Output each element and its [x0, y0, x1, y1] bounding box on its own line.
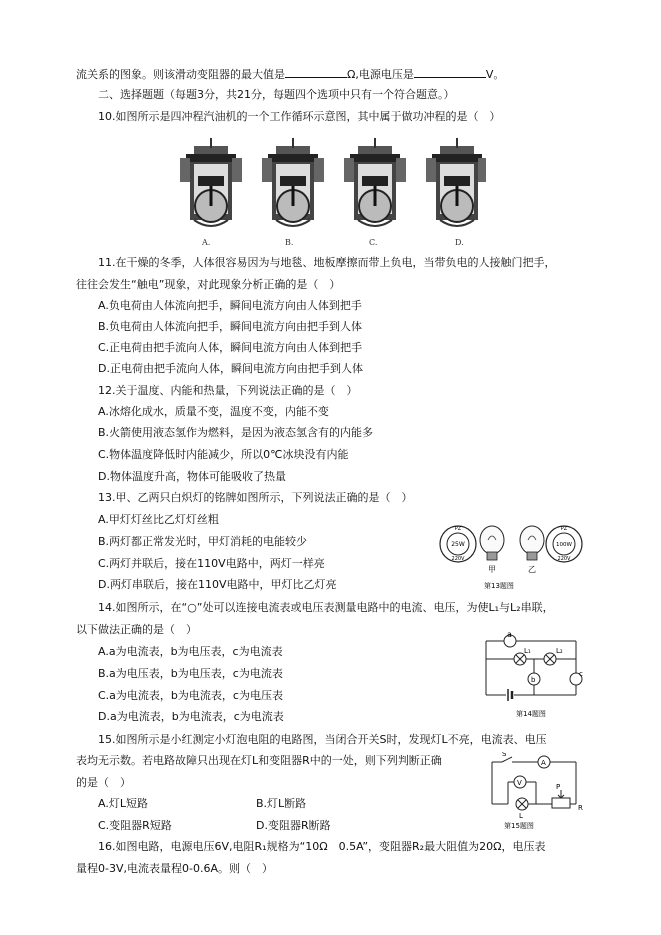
q15-stem-1: 15.如图所示是小红测定小灯泡电阻的电路图，当闭合开关S时，发现灯L不亮，电流表、电压	[98, 733, 547, 746]
q12-option-a[interactable]: A.冰熔化成水，质量不变，温度不变，内能不变	[98, 405, 329, 418]
q15-option-a[interactable]: A.灯L短路	[98, 797, 148, 810]
q14-option-c[interactable]: C.a为电流表，b为电流表，c为电压表	[98, 689, 283, 702]
q11-option-a[interactable]: A.负电荷由人体流向把手，瞬间电流方向由人体到把手	[98, 299, 362, 312]
top-line-unit-b: V。	[485, 68, 505, 81]
circuit-15-diagram	[482, 752, 592, 832]
engine-label-d: D.	[455, 238, 464, 247]
q13-option-a[interactable]: A.甲灯灯丝比乙灯灯丝粗	[98, 513, 219, 526]
answer-blank-resistance[interactable]	[285, 66, 347, 78]
q11-stem-1: 11.在干燥的冬季，人体很容易因为与地毯、地板摩擦而带上负电，当带负电的人接触门把手，	[98, 256, 556, 269]
badge-yi-top: PZ	[560, 526, 568, 532]
q10-stem: 10.如图所示是四冲程汽油机的一个工作循环示意图，其中属于做功冲程的是（ ）	[98, 110, 501, 123]
q15-caption: 第15题图	[504, 822, 534, 830]
badge-jia-top: PZ	[454, 526, 462, 532]
label-p: P	[556, 783, 561, 791]
q15-option-b[interactable]: B.灯L断路	[256, 797, 307, 810]
engine-strokes-diagram	[176, 136, 486, 246]
q14-stem-1: 14.如图所示，在“○”处可以连接电流表或电压表测量电路中的电流、电压，为使L₁与L₂串联，	[98, 601, 554, 614]
q13-figure	[436, 512, 586, 592]
label-b: b	[531, 676, 536, 684]
q14-caption: 第14题图	[516, 710, 546, 718]
q12-stem: 12.关于温度、内能和热量，下列说法正确的是（ ）	[98, 384, 358, 397]
engine-label-c: C.	[369, 238, 378, 247]
engine-b-image	[262, 138, 324, 226]
q15-figure	[482, 752, 592, 832]
label-l2: L₂	[556, 647, 563, 655]
label-r: R	[578, 804, 583, 812]
badge-yi-mid: 100W	[556, 542, 572, 548]
q12-option-c[interactable]: C.物体温度降低时内能减少，所以0℃冰块没有内能	[98, 448, 349, 461]
q14-option-d[interactable]: D.a为电流表，b为电流表，c为电流表	[98, 710, 284, 723]
engine-d-image	[426, 138, 486, 226]
q11-option-c[interactable]: C.正电荷由把手流向人体，瞬间电流方向由人体到把手	[98, 341, 363, 354]
q13-option-b[interactable]: B.两灯都正常发光时，甲灯消耗的电能较少	[98, 535, 308, 548]
label-l: L	[519, 812, 523, 820]
badge-jia-bot: 220V	[451, 556, 465, 562]
label-a: a	[507, 630, 512, 639]
q15-option-c[interactable]: C.变阻器R短路	[98, 819, 172, 832]
q12-option-d[interactable]: D.物体温度升高，物体可能吸收了热量	[98, 470, 286, 483]
q13-stem: 13.甲、乙两只白炽灯的铭牌如图所示，下列说法正确的是（ ）	[98, 491, 413, 504]
badge-yi-bot: 220V	[557, 556, 571, 562]
q16-stem-2: 量程0-3V,电流表量程0-0.6A。则（ ）	[76, 862, 273, 875]
engine-label-a: A.	[202, 238, 211, 247]
q13-option-c[interactable]: C.两灯并联后，接在110V电路中，两灯一样亮	[98, 557, 325, 570]
q13-caption: 第13题图	[484, 582, 514, 590]
q14-stem-2: 以下做法正确的是（ ）	[76, 623, 197, 636]
q11-option-b[interactable]: B.负电荷由人体流向把手，瞬间电流方向由把手到人体	[98, 320, 363, 333]
q15-stem-2: 表均无示数。若电路故障只出现在灯L和变阻器R中的一处，则下列判断正确	[76, 754, 442, 767]
badge-jia-mid: 25W	[451, 541, 465, 548]
q11-stem-2: 往往会发生“触电”现象，对此现象分析正确的是（ ）	[76, 278, 341, 291]
q13-option-d[interactable]: D.两灯串联后，接在110V电路中，甲灯比乙灯亮	[98, 578, 337, 591]
label-l1: L₁	[524, 647, 531, 655]
engine-label-b: B.	[285, 238, 294, 247]
q11-option-d[interactable]: D.正电荷由把手流向人体，瞬间电流方向由把手到人体	[98, 362, 363, 375]
q15-option-d[interactable]: D.变阻器R断路	[256, 819, 331, 832]
label-c: c	[579, 670, 583, 678]
engine-a-image	[180, 138, 242, 226]
section-title: 二、选择题题（每题3分，共21分，每题四个选项中只有一个符合题意。）	[98, 88, 455, 101]
q14-option-a[interactable]: A.a为电流表，b为电压表，c为电流表	[98, 645, 283, 658]
label-voltmeter: V	[517, 779, 522, 787]
engine-c-image	[344, 138, 406, 226]
q12-option-b[interactable]: B.火箭使用液态氢作为燃料，是因为液态氢含有的内能多	[98, 426, 374, 439]
q14-option-b[interactable]: B.a为电压表，b为电压表，c为电流表	[98, 667, 283, 680]
answer-blank-voltage[interactable]	[414, 66, 486, 78]
q15-stem-3: 的是（ ）	[76, 776, 131, 789]
label-ammeter: A	[541, 759, 546, 767]
label-yi: 乙	[528, 565, 536, 574]
label-s: S	[502, 752, 507, 758]
top-line	[76, 66, 504, 82]
q16-stem-1: 16.如图电路，电源电压6V,电阻R₁规格为“10Ω 0.5A”，变阻器R₂最大阻值为20Ω，电压表	[98, 840, 546, 853]
top-line-unit-a: Ω,电源电压是	[347, 68, 414, 81]
q10-figure	[176, 136, 486, 246]
q14-figure	[476, 623, 586, 721]
circuit-14-diagram	[476, 623, 586, 721]
top-line-text: 流关系的图象。则该滑动变阻器的最大值是	[76, 68, 285, 81]
label-jia: 甲	[488, 565, 496, 574]
bulbs-diagram	[436, 512, 586, 592]
